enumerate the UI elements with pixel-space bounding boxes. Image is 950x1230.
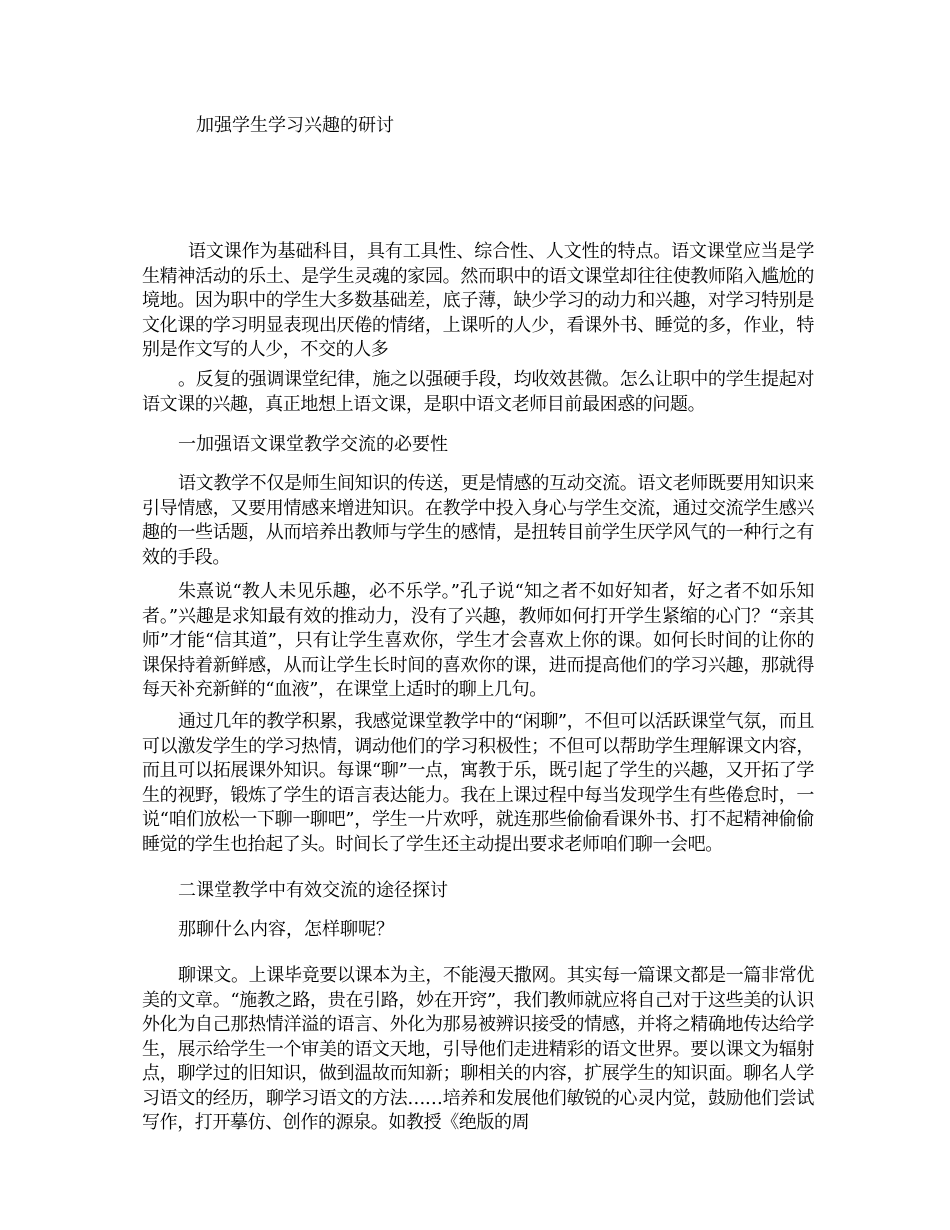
- document-title: 加强学生学习兴趣的研讨: [196, 115, 394, 136]
- paragraph-section1-a: 语文教学不仅是师生间知识的传送，更是情感的互动交流。语文老师既要用知识来引导情感，又要用情感来增进知识。在教学中投入身心与学生交流，通过交流学生感兴趣的一些话题，从而培养出教师与学生的感情，是扭转目前学生厌学风气的一种行之有效的手段。: [142, 473, 814, 568]
- section-heading-1: 一加强语文课堂教学交流的必要性: [178, 434, 448, 455]
- paragraph-section1-c: 通过几年的教学积累，我感觉课堂教学中的“闲聊”，不但可以活跃课堂气氛，而且可以激发学生的学习热情，调动他们的学习积极性；不但可以帮助学生理解课文内容，而且可以拓展课外知识。每课“聊”一点，寓教于乐，既引起了学生的兴趣，又开拓了学生的视野，锻炼了学生的语言表达能力。我在上课过程中每当发现学生有些倦怠时，一说“咱们放松一下聊一聊吧”，学生一片欢呼，就连那些偷偷看课外书、打不起精神偷偷睡觉的学生也抬起了头。时间长了学生还主动提出要求老师咱们聊一会吧。: [142, 711, 814, 855]
- section-heading-2: 二课堂教学中有效交流的途径探讨: [178, 880, 448, 901]
- paragraph-section1-b: 朱熹说“教人未见乐趣，必不乐学。”孔子说“知之者不如好知者，好之者不如乐知者。”兴趣是求知最有效的推动力，没有了兴趣，教师如何打开学生紧缩的心门？“亲其师”才能“信其道”，只有让学生喜欢你，学生才会喜欢上你的课。如何长时间的让你的课保持着新鲜感，从而让学生长时间的喜欢你的课，进而提高他们的学习兴趣，那就得每天补充新鲜的“血液”，在课堂上适时的聊上几句。: [142, 581, 814, 700]
- paragraph-continuation: 。反复的强调课堂纪律，施之以强硬手段，均收效甚微。怎么让职中的学生提起对语文课的兴趣，真正地想上语文课，是职中语文老师目前最困惑的问题。: [142, 369, 814, 415]
- paragraph-intro: 语文课作为基础科目，具有工具性、综合性、人文性的特点。语文课堂应当是学生精神活动的乐土、是学生灵魂的家园。然而职中的语文课堂却往往使教师陷入尴尬的境地。因为职中的学生大多数基础差，底子薄，缺少学习的动力和兴趣，对学习特别是文化课的学习明显表现出厌倦的情绪，上课听的人少，看课外书、睡觉的多，作业，特别是作文写的人少，不交的人多: [142, 241, 814, 360]
- paragraph-section2-a: 聊课文。上课毕竟要以课本为主，不能漫天撒网。其实每一篇课文都是一篇非常优美的文章。“施教之路，贵在引路，妙在开窍”，我们教师就应将自己对于这些美的认识外化为自己那热情洋溢的语言、外化为那易被辨识接受的情感，并将之精确地传达给学生，展示给学生一个审美的语文天地，引导他们走进精彩的语文世界。要以课文为辐射点，聊学过的旧知识，做到温故而知新；聊相关的内容，扩展学生的知识面。聊名人学习语文的经历，聊学习语文的方法……培养和发展他们敏锐的心灵内觉，鼓励他们尝试写作，打开摹仿、创作的源泉。如教授《绝版的周: [142, 965, 814, 1133]
- section-question: 那聊什么内容，怎样聊呢？: [178, 919, 394, 940]
